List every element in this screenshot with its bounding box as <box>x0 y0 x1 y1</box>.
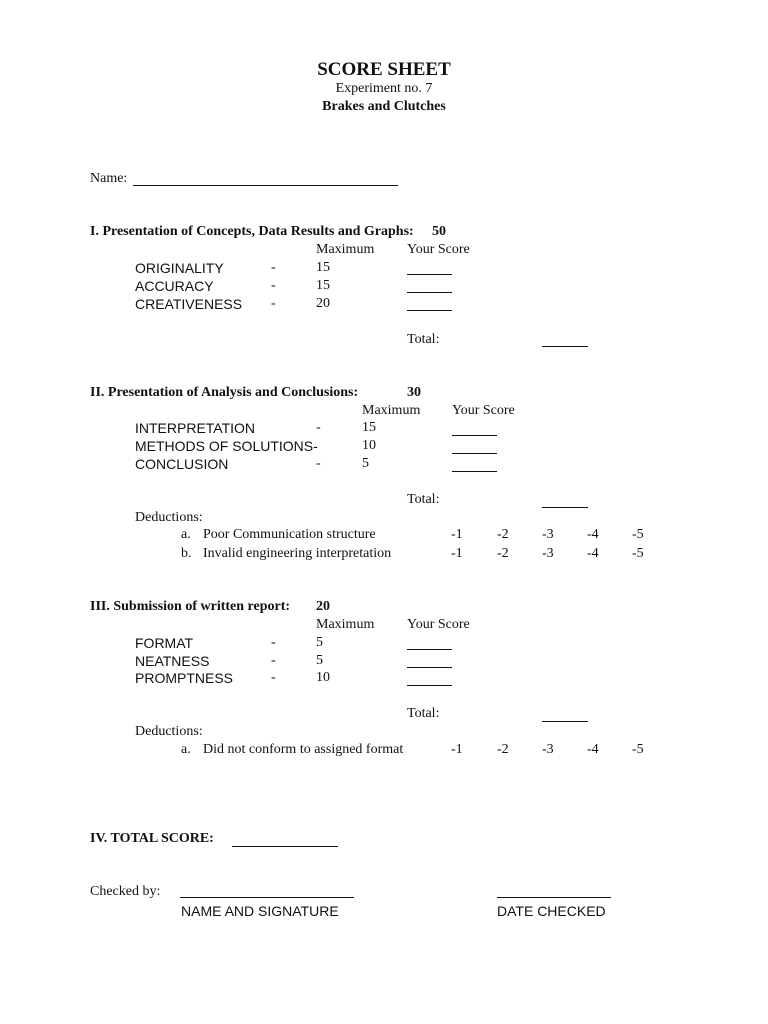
section3-col-max: Maximum <box>316 617 375 632</box>
section3-item-dash: - <box>271 670 276 685</box>
deduction-text: Invalid engineering interpretation <box>203 546 392 561</box>
section3-total-field[interactable] <box>542 721 588 722</box>
section1-item-dash: - <box>271 296 276 311</box>
section1-points: 50 <box>432 224 446 239</box>
section3-item-label: PROMPTNESS <box>135 670 234 686</box>
name-label: Name: <box>90 171 128 186</box>
deduction-option[interactable]: -2 <box>497 546 509 561</box>
section2-col-max: Maximum <box>362 403 421 418</box>
section3-heading: III. Submission of written report: <box>90 599 291 614</box>
section3-item-max: 10 <box>316 670 330 685</box>
total-score-field[interactable] <box>232 846 338 847</box>
deduction-option[interactable]: -3 <box>542 546 554 561</box>
section2-item-max: 10 <box>362 438 376 453</box>
deduction-option[interactable]: -4 <box>587 742 599 757</box>
section2-total-field[interactable] <box>542 507 588 508</box>
deduction-option[interactable]: -1 <box>451 742 463 757</box>
section2-col-score: Your Score <box>452 403 515 418</box>
section2-item-dash: - <box>316 420 321 435</box>
score-field[interactable] <box>452 471 497 472</box>
section2-points: 30 <box>407 385 421 400</box>
deduction-text: Did not conform to assigned format <box>203 742 404 757</box>
date-checked-caption: DATE CHECKED <box>497 903 606 919</box>
deduction-option[interactable]: -2 <box>497 742 509 757</box>
score-field[interactable] <box>452 435 497 436</box>
deduction-option[interactable]: -4 <box>587 527 599 542</box>
section2-item-label: INTERPRETATION <box>135 420 256 436</box>
score-field[interactable] <box>407 274 452 275</box>
deduction-option[interactable]: -1 <box>451 527 463 542</box>
section1-item-max: 20 <box>316 296 330 311</box>
deduction-option[interactable]: -5 <box>632 742 644 757</box>
section2-item-label: CONCLUSION <box>135 456 229 472</box>
deduction-option[interactable]: -1 <box>451 546 463 561</box>
score-field[interactable] <box>452 453 497 454</box>
section1-item-max: 15 <box>316 260 330 275</box>
section2-item-max: 15 <box>362 420 376 435</box>
section1-item-label: ORIGINALITY <box>135 260 224 276</box>
score-field[interactable] <box>407 649 452 650</box>
page-title: SCORE SHEET <box>317 59 451 80</box>
section2-deductions-label: Deductions: <box>135 510 203 525</box>
deduction-option[interactable]: -5 <box>632 527 644 542</box>
section1-item-max: 15 <box>316 278 330 293</box>
section1-col-score: Your Score <box>407 242 470 257</box>
deduction-text: Poor Communication structure <box>203 527 376 542</box>
section3-item-max: 5 <box>316 653 323 668</box>
deduction-option[interactable]: -3 <box>542 527 554 542</box>
section3-item-dash: - <box>271 653 276 668</box>
total-score-label: IV. TOTAL SCORE: <box>90 831 214 846</box>
section2-item-dash: - <box>316 456 321 471</box>
deduction-letter: a. <box>181 527 191 542</box>
section2-heading: II. Presentation of Analysis and Conclusions: <box>90 385 359 400</box>
section3-item-label: FORMAT <box>135 635 194 651</box>
section3-points: 20 <box>316 599 330 614</box>
section3-item-label: NEATNESS <box>135 653 210 669</box>
section3-total-label: Total: <box>407 706 440 721</box>
checked-by-label: Checked by: <box>90 884 161 899</box>
section2-item-label: METHODS OF SOLUTIONS- <box>135 438 318 454</box>
name-field[interactable] <box>133 185 398 186</box>
section2-total-label: Total: <box>407 492 440 507</box>
section1-item-label: CREATIVENESS <box>135 296 243 312</box>
deduction-letter: b. <box>181 546 192 561</box>
deduction-option[interactable]: -2 <box>497 527 509 542</box>
name-signature-caption: NAME AND SIGNATURE <box>181 903 339 919</box>
date-field[interactable] <box>497 897 611 898</box>
section1-total-label: Total: <box>407 332 440 347</box>
deduction-option[interactable]: -3 <box>542 742 554 757</box>
signature-field[interactable] <box>180 897 354 898</box>
deduction-option[interactable]: -5 <box>632 546 644 561</box>
section1-col-max: Maximum <box>316 242 375 257</box>
section1-item-dash: - <box>271 260 276 275</box>
section3-deductions-label: Deductions: <box>135 724 203 739</box>
page-subtitle: Brakes and Clutches <box>322 99 446 114</box>
score-field[interactable] <box>407 292 452 293</box>
section2-item-max: 5 <box>362 456 369 471</box>
score-field[interactable] <box>407 667 452 668</box>
section3-item-dash: - <box>271 635 276 650</box>
deduction-letter: a. <box>181 742 191 757</box>
experiment-number: Experiment no. 7 <box>335 81 433 96</box>
score-field[interactable] <box>407 685 452 686</box>
score-field[interactable] <box>407 310 452 311</box>
section1-heading: I. Presentation of Concepts, Data Results and Graphs: <box>90 224 414 239</box>
section3-item-max: 5 <box>316 635 323 650</box>
section1-total-field[interactable] <box>542 346 588 347</box>
section1-item-dash: - <box>271 278 276 293</box>
deduction-option[interactable]: -4 <box>587 546 599 561</box>
section3-col-score: Your Score <box>407 617 470 632</box>
section1-item-label: ACCURACY <box>135 278 214 294</box>
